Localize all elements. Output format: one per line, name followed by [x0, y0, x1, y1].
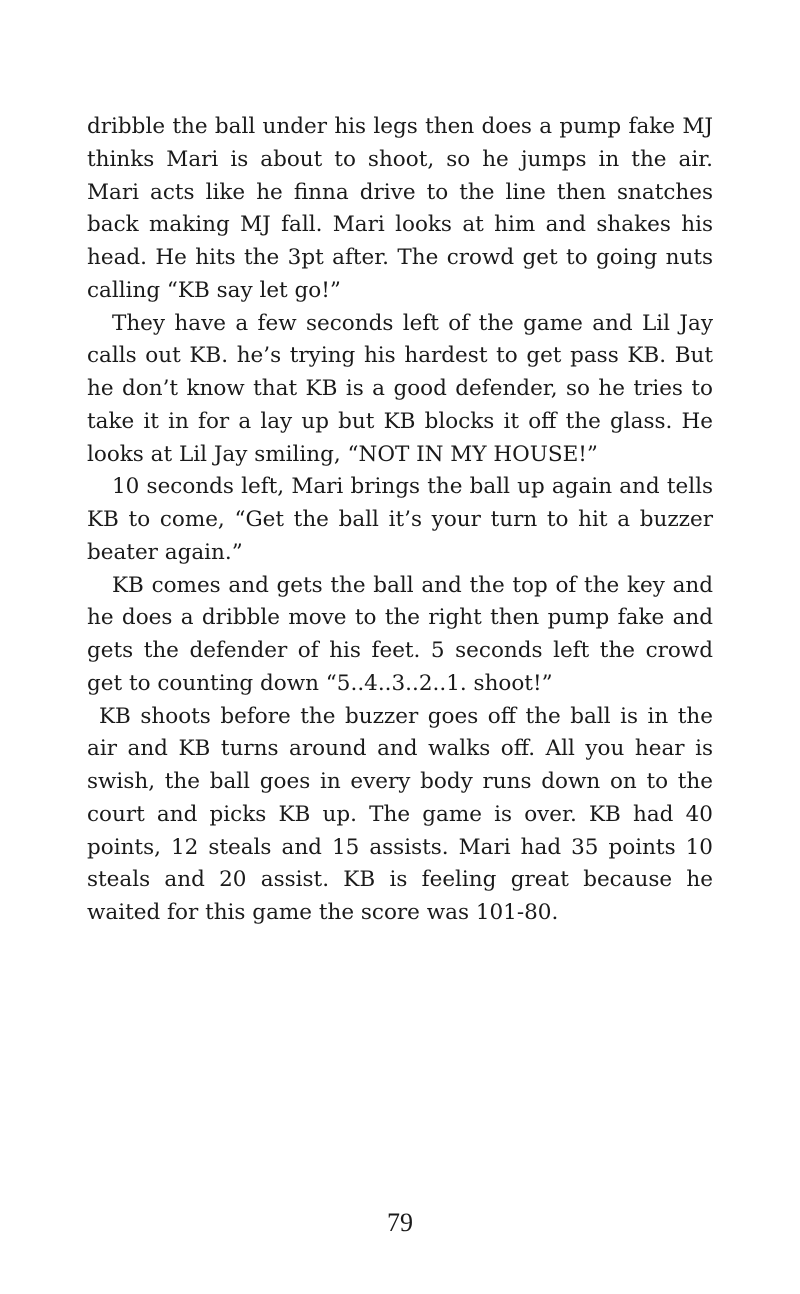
- paragraph-game-over: KB shoots before the buzzer goes off the ball is in the air and KB turns around and walks off. All you hear is swish, the ball goes in every body runs down on to the court and picks KB up. The game is over. KB had 40 points, 12 steals and 15 assists. Mari had 35 points 10 steals and 20 assist. KB is feeling great because he waited for this game the score was 101-80.: [87, 703, 713, 925]
- page-number: 79: [387, 1208, 413, 1237]
- body-text: [87, 111, 713, 930]
- paragraph-ten-seconds-left: 10 seconds left, Mari brings the ball up again and tells KB to come, “Get the ball it’s your turn to hit a buzzer beater again.”: [87, 474, 713, 565]
- paragraph-continued: dribble the ball under his legs then does a pump fake MJ thinks Mari is about to shoot, so he jumps in the air. Mari acts like he finna drive to the line then snatches back making MJ fall. Mari looks at him and shakes his head. He hits the 3pt after. The crowd get to going nuts calling “KB say let go!”: [87, 114, 713, 303]
- paragraph-kb-gets-ball: KB comes and gets the ball and the top of the key and he does a dribble move to the right then pump fake and gets the defender of his feet. 5 seconds left the crowd get to counting down “5..4..3..2..1. shoot!”: [87, 572, 713, 696]
- paragraph-lil-jay-blocked: They have a few seconds left of the game and Lil Jay calls out KB. he’s trying his hardest to get pass KB. But he don’t know that KB is a good defender, so he tries to take it in for a lay up but KB blocks it off the glass. He looks at Lil Jay smiling, “NOT IN MY HOUSE!”: [87, 310, 713, 467]
